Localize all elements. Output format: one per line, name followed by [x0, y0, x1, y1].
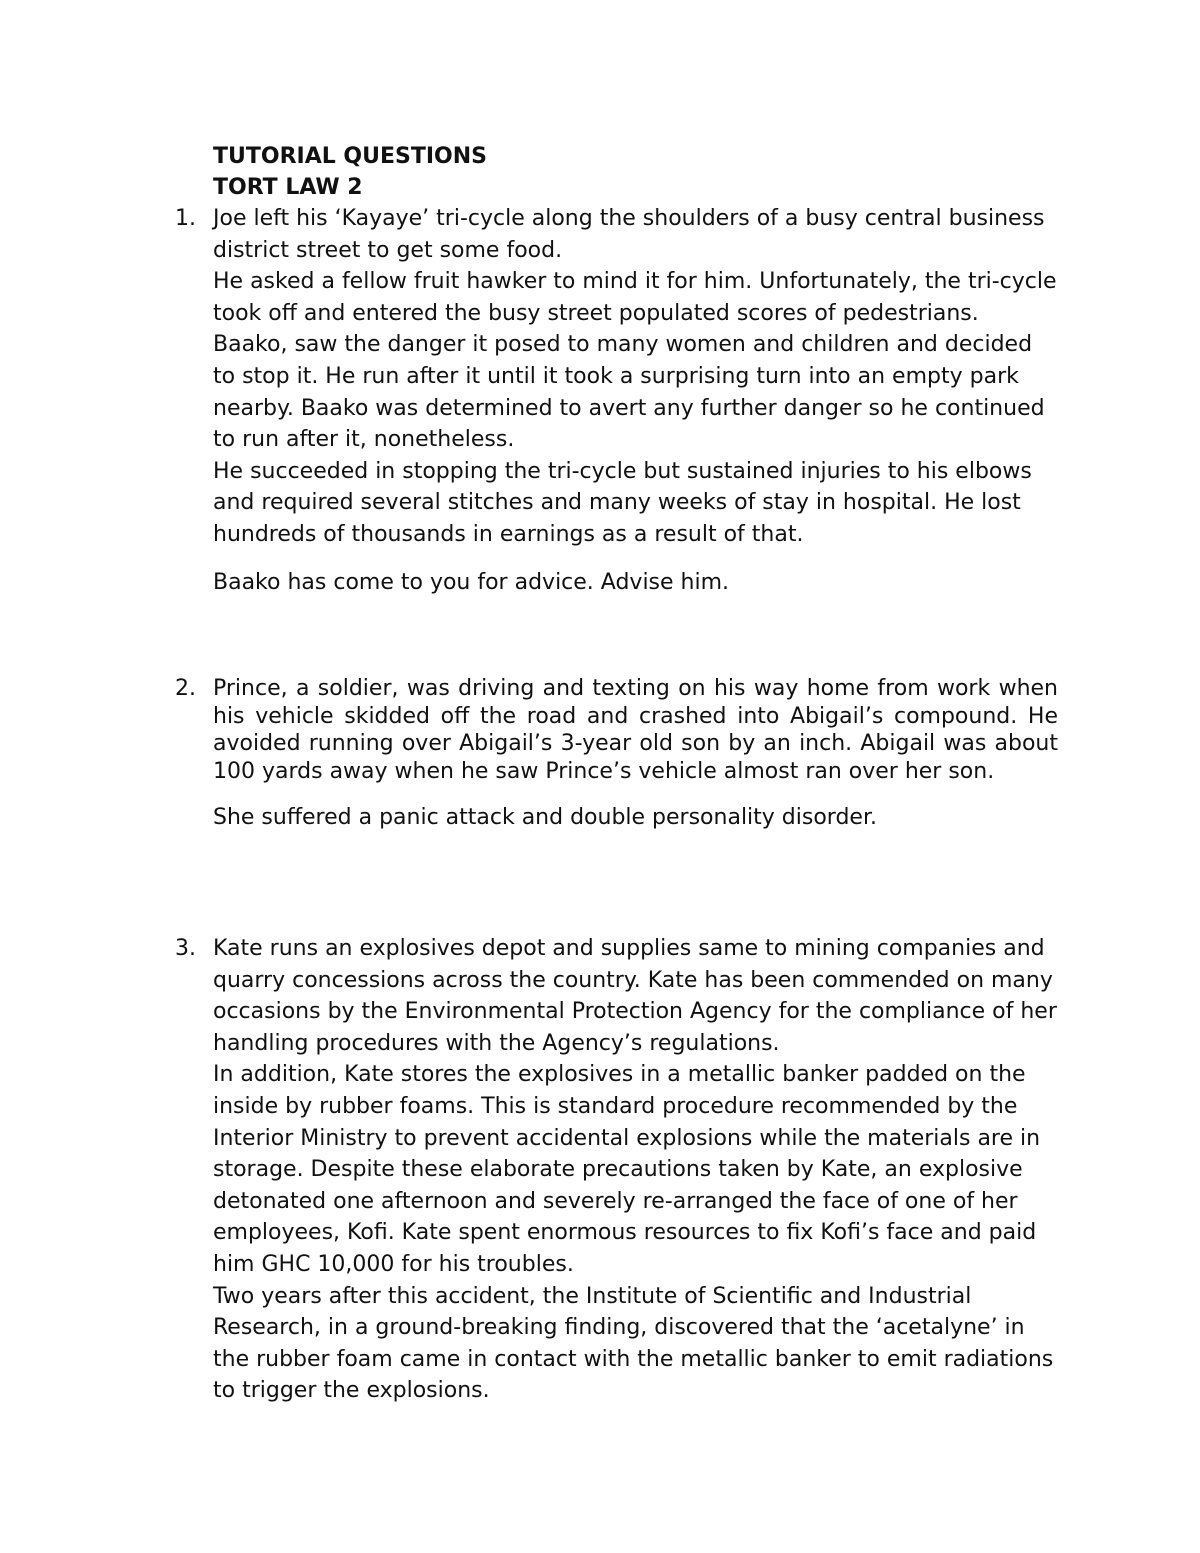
- question-1-paragraph-4: Baako has come to you for advice. Advise him.: [213, 569, 730, 595]
- question-3-paragraph-3: Two years after this accident, the Institute of Scientific and Industrial Research, in a ground-breaking finding, discovered that the ‘acetalyne’ in the rubber foam came in contact with the metallic banker to emit radiations to trigger the explosions.: [213, 1283, 1054, 1404]
- question-1: [175, 203, 1058, 598]
- question-2-paragraph-2: She suffered a panic attack and double personality disorder.: [213, 805, 877, 830]
- question-3-paragraph-1: Kate runs an explosives depot and supplies same to mining companies and quarry concessions across the country. Kate has been commended on many occasions by the Environmental Protection Agency for the compliance of her handling procedures with the Agency’s regulations.: [213, 936, 1057, 1056]
- question-2: [175, 675, 1058, 833]
- question-1-paragraph-2: He asked a fellow fruit hawker to mind it for him. Unfortunately, the tri-cycle took off and entered the busy street populated scores of pedestrians. Baako, saw the danger it posed to many women and children and decided to stop it. He run after it until it took a surprising turn into an empty park nearby. Baako was determined to avert any further danger so he continued to run after it, nonetheless.: [213, 269, 1057, 453]
- document-subtitle: TORT LAW 2: [213, 175, 363, 200]
- question-2-paragraph-1: Prince, a soldier, was driving and texting on his way home from work when his vehicle skidded off the road and crashed into Abigail’s compound. He avoided running over Abigail’s 3-year old son by an inch. Abigail was about 100 yards away when he saw Prince’s vehicle almost ran over her son.: [213, 676, 1058, 784]
- question-2-number: 2.: [175, 676, 196, 701]
- question-3-number: 3.: [175, 936, 196, 961]
- question-1-paragraph-3: He succeeded in stopping the tri-cycle but sustained injuries to his elbows and required several stitches and many weeks of stay in hospital. He lost hundreds of thousands in earnings as a result of that.: [213, 458, 1032, 547]
- question-3-paragraph-2: In addition, Kate stores the explosives in a metallic banker padded on the inside by rubber foams. This is standard procedure recommended by the Interior Ministry to prevent accidental explosions while the materials are in storage. Despite these elaborate precautions taken by Kate, an explosive detonated one afternoon and severely re-arranged the face of one of her employees, Kofi. Kate spent enormous resources to fix Kofi’s face and paid him GHC 10,000 for his troubles.: [213, 1062, 1041, 1277]
- document-title: TUTORIAL QUESTIONS: [213, 144, 488, 169]
- question-1-number: 1.: [175, 206, 196, 231]
- question-1-paragraph-1: Joe left his ‘Kayaye’ tri-cycle along the shoulders of a busy central business district street to get some food.: [213, 206, 1045, 263]
- question-3: [175, 933, 1058, 1407]
